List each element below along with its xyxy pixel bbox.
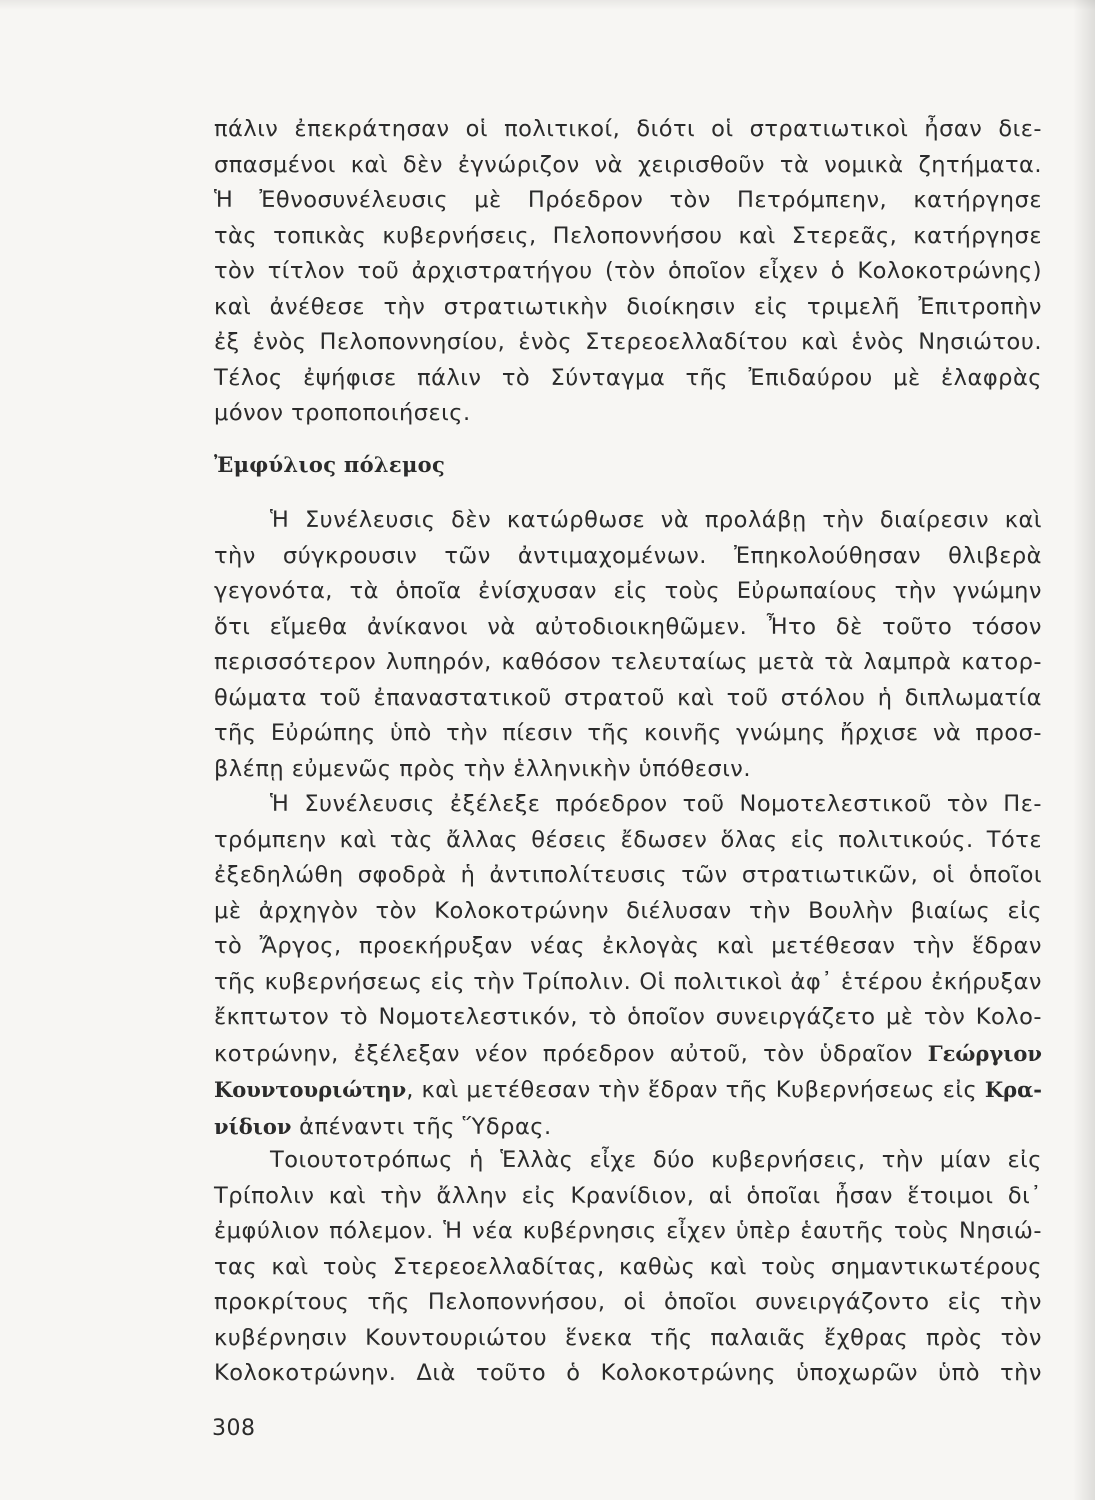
- text-run: ἀπέναντι τῆς Ὕδρας.: [291, 1113, 552, 1140]
- bold-name-run: νίδιον: [214, 1113, 292, 1139]
- text-line: τας καὶ τοὺς Στερεοελλαδίτας, καθὼς καὶ τοὺς σημαντικωτέρους: [214, 1253, 1042, 1280]
- text-line: Κολοκοτρώνην. Διὰ τοῦτο ὁ Κολοκοτρώνης ὑποχωρῶν ὑπὸ τὴν: [214, 1360, 1042, 1386]
- text-line: ἐξεδηλώθη σφοδρὰ ἡ ἀντιπολίτευσις τῶν στρατιωτικῶν, οἱ ὁποῖοι: [214, 862, 1042, 888]
- text-line: Ἡ Ἐθνοσυνέλευσις μὲ Πρόεδρον τὸν Πετρόμπεην, κατήργησε: [214, 187, 1042, 213]
- paragraph-4: [214, 1143, 1042, 1392]
- text-line: Ἡ Συνέλευσις δὲν κατώρθωσε νὰ προλάβῃ τὴν διαίρεσιν καὶ: [270, 507, 1042, 533]
- text-line-mixed: [214, 1109, 1042, 1146]
- text-line: Τέλος ἐψήφισε πάλιν τὸ Σύνταγμα τῆς Ἐπιδαύρου μὲ ἐλαφρὰς: [214, 364, 1042, 391]
- page-number: 308: [212, 1416, 256, 1441]
- text-run: , καὶ μετέθεσαν τὴν ἕδραν τῆς Κυβερνήσεως εἰς: [406, 1077, 985, 1103]
- text-line: κυβέρνησιν Κουντουριώτου ἕνεκα τῆς παλαιᾶς ἔχθρας πρὸς τὸν: [214, 1324, 1042, 1351]
- page-top-shadow: [0, 0, 1095, 10]
- text-line: καὶ ἀνέθεσε τὴν στρατιωτικὴν διοίκησιν εἰς τριμελῆ Ἐπιτροπὴν: [214, 293, 1042, 320]
- text-line: ἐξ ἑνὸς Πελοποννησίου, ἑνὸς Στερεοελλαδίτου καὶ ἑνὸς Νησιώτου.: [214, 329, 1042, 355]
- text-line: ὅτι εἴμεθα ἀνίκανοι νὰ αὐτοδιοικηθῶμεν. Ἦτο δὲ τοῦτο τόσον: [214, 613, 1042, 640]
- text-line: μὲ ἀρχηγὸν τὸν Κολοκοτρώνην διέλυσαν τὴν Βουλὴν βιαίως εἰς: [214, 897, 1042, 924]
- text-line: τὴν σύγκρουσιν τῶν ἀντιμαχομένων. Ἐπηκολούθησαν θλιβερὰ: [214, 542, 1042, 569]
- text-line-mixed: [214, 1036, 1042, 1073]
- text-line: σπασμένοι καὶ δὲν ἐγνώριζον νὰ χειρισθοῦν τὰ νομικὰ ζητήματα.: [214, 151, 1042, 178]
- paragraph-1: [214, 112, 1042, 432]
- text-line: ἐμφύλιον πόλεμον. Ἡ νέα κυβέρνησις εἶχεν ὑπὲρ ἑαυτῆς τοὺς Νησιώ-: [214, 1218, 1042, 1244]
- text-line: τῆς Εὐρώπης ὑπὸ τὴν πίεσιν τῆς κοινῆς γνώμης ἤρχισε νὰ προσ-: [214, 720, 1042, 746]
- text-run: κοτρώνην, ἐξέλεξαν νέον πρόεδρον αὐτοῦ, τὸν ὑδραῖον: [214, 1040, 928, 1067]
- text-line: Τρίπολιν καὶ τὴν ἄλλην εἰς Κρανίδιον, αἱ ὁποῖαι ἦσαν ἕτοιμοι δι᾽: [214, 1182, 1042, 1209]
- paragraph-3: [214, 787, 1042, 1145]
- text-line: τὰς τοπικὰς κυβερνήσεις, Πελοποννήσου καὶ Στερεᾶς, κατήργησε: [214, 222, 1042, 249]
- page-binding-shadow: [1073, 0, 1095, 1500]
- section-heading: Ἐμφύλιος πόλεμος: [214, 452, 446, 477]
- text-line: Τοιουτοτρόπως ἡ Ἑλλὰς εἶχε δύο κυβερνήσεις, τὴν μίαν εἰς: [270, 1147, 1042, 1173]
- text-line: ἔκπτωτον τὸ Νομοτελεστικόν, τὸ ὁποῖον συνειργάζετο μὲ τὸν Κολο-: [214, 1004, 1042, 1030]
- text-line: προκρίτους τῆς Πελοποννήσου, οἱ ὁποῖοι συνειργάζοντο εἰς τὴν: [214, 1289, 1042, 1315]
- text-line: μόνον τροποποιήσεις.: [214, 400, 471, 426]
- text-line: τῆς κυβερνήσεως εἰς τὴν Τρίπολιν. Οἱ πολιτικοὶ ἀφ᾽ ἑτέρου ἐκήρυξαν: [214, 968, 1042, 995]
- text-line-mixed: [214, 1072, 1042, 1109]
- text-line: Ἡ Συνέλευσις ἐξέλεξε πρόεδρον τοῦ Νομοτελεστικοῦ τὸν Πε-: [270, 791, 1042, 817]
- text-line: γεγονότα, τὰ ὁποῖα ἐνίσχυσαν εἰς τοὺς Εὐρωπαίους τὴν γνώμην: [214, 578, 1042, 604]
- bold-name-run: Κρα-: [984, 1077, 1042, 1102]
- text-line: τρόμπεην καὶ τὰς ἄλλας θέσεις ἔδωσεν ὅλας εἰς πολιτικούς. Τότε: [214, 826, 1042, 853]
- text-line: περισσότερον λυπηρόν, καθόσον τελευταίως μετὰ τὰ λαμπρὰ κατορ-: [214, 649, 1042, 675]
- text-line: πάλιν ἐπεκράτησαν οἱ πολιτικοί, διότι οἱ στρατιωτικοὶ ἦσαν διε-: [214, 116, 1042, 142]
- text-line: τὸ Ἄργος, προεκήρυξαν νέας ἐκλογὰς καὶ μετέθεσαν τὴν ἕδραν: [214, 933, 1042, 959]
- bold-name-run: Κουντουριώτην: [214, 1077, 407, 1102]
- text-line: θώματα τοῦ ἐπαναστατικοῦ στρατοῦ καὶ τοῦ στόλου ἡ διπλωματία: [214, 684, 1042, 711]
- bold-name-run: Γεώργιον: [927, 1040, 1042, 1066]
- text-line: τὸν τίτλον τοῦ ἀρχιστρατήγου (τὸν ὁποῖον εἶχεν ὁ Κολοκοτρώνης): [214, 258, 1042, 284]
- text-line: βλέπῃ εὐμενῶς πρὸς τὴν ἑλληνικὴν ὑπόθεσιν.: [214, 755, 752, 782]
- paragraph-2: [214, 503, 1042, 787]
